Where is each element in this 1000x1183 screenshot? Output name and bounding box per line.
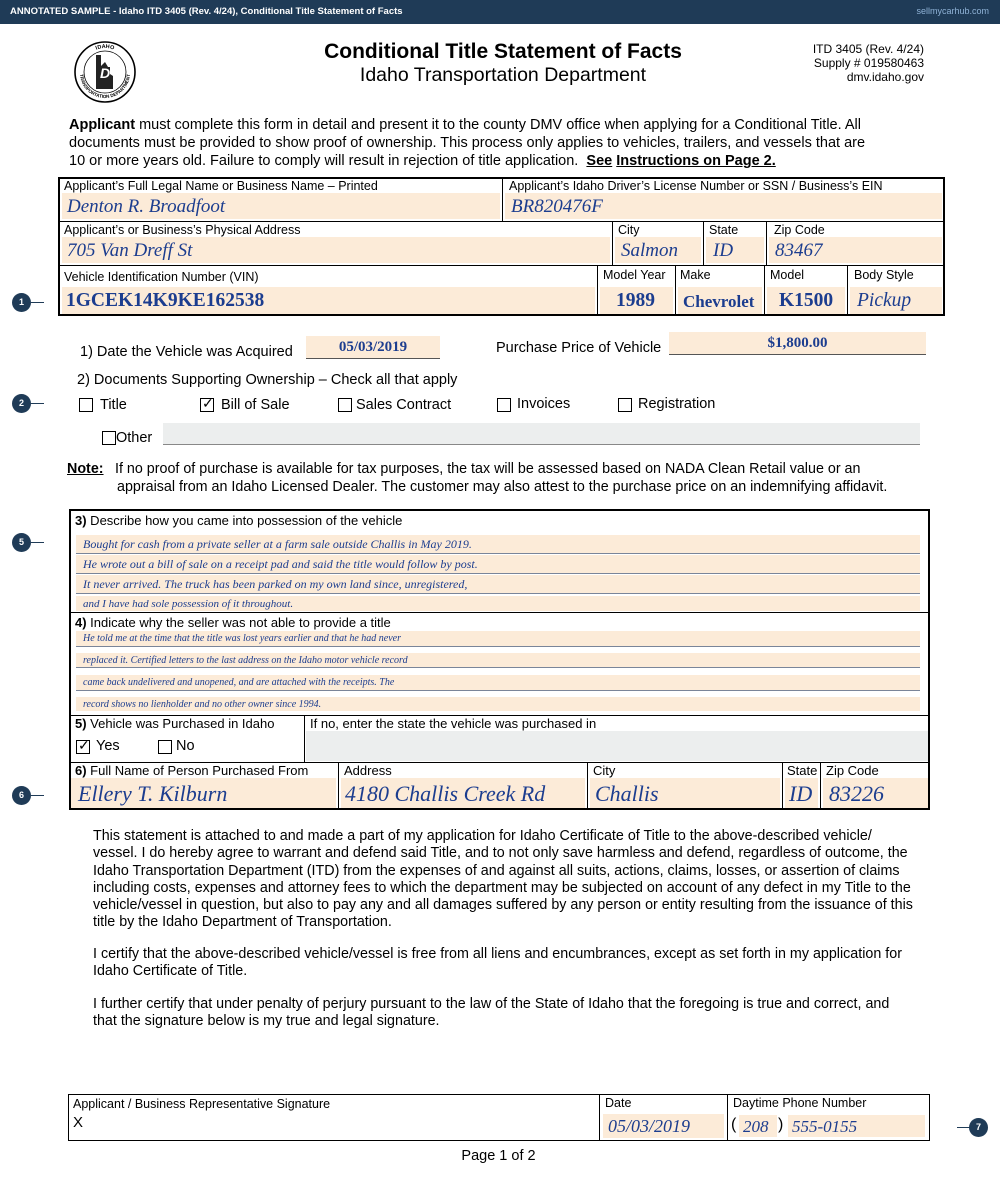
- divider: [766, 222, 767, 265]
- city-label: City: [618, 223, 640, 237]
- annotation-marker-5[interactable]: 5: [12, 533, 31, 552]
- sales-contract-checkbox[interactable]: [338, 398, 352, 412]
- purchased-idaho-no-checkbox[interactable]: [158, 740, 172, 754]
- divider: [59, 221, 944, 222]
- phone-number-value: 555-0155: [792, 1117, 858, 1136]
- divider: [304, 716, 305, 762]
- possession-label: [75, 513, 402, 528]
- seller-number: 6): [75, 763, 87, 778]
- bill-of-sale-option-label: Bill of Sale: [221, 397, 290, 413]
- statement-warranty-text: This statement is attached to and made a part of my application for Idaho Certificate of Title to the above-described vehicle/ vessel. I do hereby agree to warrant and defend said Title, and to not only save harmless and defend, regardless of outcome, the Idaho Transportation Department (ITD) from the expenses of and against all suits, actions, claims, losses, or assertion of claims including costs, expenses and attorney fees to which the department may be subjected on account of any defect in my Title to the vehicle/vessel in question, but also to pay any and all damages suffered by any person or entity resulting from the issuance of this title by the Idaho Department of Transportation.: [93, 828, 913, 931]
- intro-paragraph: [69, 116, 884, 170]
- seller-name-label: [75, 763, 308, 778]
- model-value: K1500: [779, 290, 834, 311]
- seller-zip-label: Zip Code: [826, 763, 879, 778]
- seller-address-field[interactable]: [341, 778, 585, 808]
- model-field[interactable]: [767, 287, 845, 314]
- seal-bottom-text: TRANSPORTATION DEPARTMENT: [78, 73, 132, 100]
- seller-city-label: City: [593, 763, 616, 778]
- date-acquired-label: 1) Date the Vehicle was Acquired: [80, 344, 293, 360]
- seal-top-text: IDAHO: [94, 43, 115, 52]
- model-year-field[interactable]: [600, 287, 673, 314]
- no-title-number: 4): [75, 615, 87, 630]
- make-field[interactable]: [678, 287, 762, 314]
- note-line-2: appraisal from an Idaho Licensed Dealer. The customer may also attest to the purchase price on an indemnifying affidavit.: [117, 479, 888, 495]
- checkmark-icon: ✓: [78, 737, 90, 753]
- divider: [59, 265, 944, 266]
- statement-perjury: [93, 996, 913, 1031]
- possession-line-1[interactable]: [76, 535, 920, 554]
- form-title: Conditional Title Statement of Facts: [324, 40, 682, 63]
- divider: [599, 1095, 600, 1140]
- divider: [70, 612, 929, 613]
- license-label: Applicant’s Idaho Driver’s License Number or SSN / Business’s EIN: [509, 179, 883, 193]
- intro-text: must complete this form in detail and present it to the county DMV office when applying for a Conditional Title. All documents must be provided to show proof of ownership. This process only applies to vehicles, trailers, and vessels that are 10 or more years old. Failure to comply will result in rejection of title application.: [69, 117, 866, 169]
- address-label: Applicant’s or Business’s Physical Address: [64, 223, 301, 237]
- possession-line-1-text: Bought for cash from a private seller at a farm sale outside Challis in May 2019.: [83, 537, 472, 551]
- signature-date-field[interactable]: [603, 1114, 724, 1138]
- banner-title: ANNOTATED SAMPLE - Idaho ITD 3405 (Rev. 4/24), Conditional Title Statement of Facts: [10, 6, 403, 17]
- area-close-paren: ): [778, 1116, 784, 1133]
- no-title-label: [75, 615, 391, 630]
- seller-address-value: 4180 Challis Creek Rd: [345, 781, 546, 806]
- statement-warranty: [93, 828, 913, 932]
- vin-label: Vehicle Identification Number (VIN): [64, 270, 259, 284]
- annotation-marker-6[interactable]: 6: [12, 786, 31, 805]
- city-value: Salmon: [621, 240, 678, 261]
- intro-bold: Applicant: [69, 117, 136, 133]
- purchased-idaho-number: 5): [75, 716, 87, 731]
- area-code-value: 208: [743, 1117, 769, 1136]
- no-title-line-3[interactable]: [76, 675, 920, 691]
- registration-option-label: Registration: [638, 396, 716, 412]
- vin-value: 1GCEK14K9KE162538: [66, 290, 265, 311]
- other-description-field[interactable]: [163, 423, 920, 445]
- seller-address-label: Address: [344, 763, 392, 778]
- annotation-marker-2[interactable]: 2: [12, 394, 31, 413]
- model-label: Model: [770, 268, 805, 282]
- divider: [587, 763, 588, 809]
- divider: [612, 222, 613, 265]
- instructions-link[interactable]: Instructions on Page 2.: [616, 153, 776, 169]
- page-number: Page 1 of 2: [461, 1148, 536, 1164]
- note-label: Note:: [67, 461, 104, 477]
- statement-perjury-text: I further certify that under penalty of perjury pursuant to the law of the State of Idaho that the foregoing is true and correct, and that the signature below is my true and legal signature.: [93, 996, 890, 1030]
- model-year-label: Model Year: [603, 268, 666, 282]
- signature-label: Applicant / Business Representative Signature: [73, 1097, 331, 1111]
- seller-zip-value: 83226: [829, 781, 884, 806]
- divider: [820, 763, 821, 809]
- divider: [502, 178, 503, 221]
- possession-line-3[interactable]: [76, 575, 920, 594]
- no-title-line-1-text: He told me at the time that the title was lost years earlier and that he had never: [83, 633, 402, 644]
- address-value: 705 Van Dreff St: [67, 240, 193, 261]
- state-label: State: [709, 223, 739, 237]
- signature-x: X: [73, 1114, 84, 1131]
- website: dmv.idaho.gov: [846, 70, 924, 84]
- possession-line-4[interactable]: [76, 596, 920, 611]
- address-field[interactable]: [62, 237, 610, 263]
- sales-contract-option-label: Sales Contract: [356, 397, 452, 413]
- state-value: ID: [713, 240, 734, 261]
- possession-number: 3): [75, 513, 87, 528]
- invoices-option-label: Invoices: [517, 396, 571, 412]
- divider: [675, 266, 676, 315]
- marker-leader-line: [31, 403, 44, 404]
- no-title-line-2[interactable]: [76, 653, 920, 668]
- possession-line-2-text: He wrote out a bill of sale on a receipt pad and said the title would follow by post.: [83, 557, 478, 571]
- divider: [727, 1095, 728, 1140]
- purchased-idaho-yes-label: Yes: [96, 738, 120, 754]
- annotation-marker-7[interactable]: 7: [969, 1118, 988, 1137]
- annotation-banner: [0, 0, 1000, 24]
- banner-site-link[interactable]: sellmycarhub.com: [916, 6, 989, 16]
- seller-city-field[interactable]: [590, 778, 780, 808]
- statement-liens: [93, 946, 913, 981]
- date-acquired-value: 05/03/2019: [338, 339, 408, 355]
- no-title-line-1[interactable]: [76, 631, 920, 647]
- supply-number: Supply # 019580463: [813, 56, 924, 70]
- divider: [703, 222, 704, 265]
- purchased-idaho-label-text: Vehicle was Purchased in Idaho: [86, 716, 275, 731]
- divider: [847, 266, 848, 315]
- statement-liens-text: I certify that the above-described vehicle/vessel is free from all liens and encumbrances, except as set forth in my application for Idaho Certificate of Title.: [93, 946, 902, 980]
- seller-state-value: ID: [789, 781, 813, 806]
- make-label: Make: [680, 268, 711, 282]
- no-title-line-4-text: record shows no lienholder and no other owner since 1994.: [83, 699, 322, 710]
- bill-of-sale-checkbox[interactable]: [200, 395, 214, 412]
- marker-leader-line: [31, 795, 44, 796]
- body-style-label: Body Style: [854, 268, 914, 282]
- marker-leader-line: [31, 542, 44, 543]
- signature-date-value: 05/03/2019: [608, 1116, 691, 1136]
- applicant-name-label: Applicant’s Full Legal Name or Business Name – Printed: [64, 179, 378, 193]
- form-subtitle: Idaho Transportation Department: [359, 64, 647, 86]
- purchased-idaho-yes-checkbox[interactable]: [76, 737, 90, 754]
- purchase-price-field[interactable]: [669, 332, 926, 355]
- purchase-price-value: $1,800.00: [767, 335, 828, 351]
- divider: [597, 266, 598, 315]
- registration-checkbox[interactable]: [618, 398, 632, 412]
- purchase-state-label: If no, enter the state the vehicle was purchased in: [310, 716, 597, 731]
- zip-field[interactable]: [769, 237, 942, 263]
- divider: [782, 763, 783, 809]
- purchased-idaho-label: [75, 716, 274, 731]
- itd-seal-logo: [72, 40, 138, 104]
- zip-value: 83467: [775, 240, 823, 261]
- no-title-label-text: Indicate why the seller was not able to provide a title: [86, 615, 391, 630]
- phone-label: Daytime Phone Number: [733, 1096, 867, 1110]
- body-style-value: Pickup: [857, 290, 912, 311]
- seller-label-text: Full Name of Person Purchased From: [86, 763, 309, 778]
- other-option-label: Other: [116, 430, 153, 446]
- city-field[interactable]: [615, 237, 701, 263]
- license-field[interactable]: [505, 193, 942, 219]
- seller-zip-field[interactable]: [823, 778, 928, 808]
- seller-state-label: State: [787, 763, 818, 778]
- title-checkbox[interactable]: [79, 398, 93, 412]
- purchase-state-field[interactable]: [306, 731, 928, 761]
- possession-line-4-text: and I have had sole possession of it throughout.: [83, 598, 294, 610]
- seller-name-value: Ellery T. Kilburn: [78, 781, 228, 806]
- no-title-line-3-text: came back undelivered and unopened, and are attached with the receipts. The: [83, 677, 395, 688]
- signature-field[interactable]: [86, 1112, 594, 1136]
- license-value: BR820476F: [511, 196, 603, 217]
- purchased-idaho-no-label: No: [176, 738, 195, 754]
- seller-name-field[interactable]: [71, 778, 336, 808]
- no-title-line-4[interactable]: [76, 697, 920, 711]
- model-year-value: 1989: [616, 290, 655, 311]
- zip-label: Zip Code: [774, 223, 825, 237]
- state-field[interactable]: [706, 237, 764, 263]
- svg-text:D: D: [99, 65, 111, 81]
- annotation-marker-1[interactable]: 1: [12, 293, 31, 312]
- area-code-field[interactable]: [739, 1115, 777, 1137]
- signature-date-label: Date: [605, 1096, 632, 1110]
- divider: [338, 763, 339, 809]
- seller-state-field[interactable]: [785, 778, 818, 808]
- form-number: ITD 3405 (Rev. 4/24): [812, 42, 924, 56]
- documents-label: 2) Documents Supporting Ownership – Check all that apply: [77, 372, 458, 388]
- intro-see: See: [586, 153, 613, 169]
- purchase-price-label: Purchase Price of Vehicle: [496, 340, 662, 356]
- form-info: [813, 42, 924, 84]
- seller-city-value: Challis: [595, 781, 659, 806]
- no-title-line-2-text: replaced it. Certified letters to the last address on the Idaho motor vehicle record: [83, 655, 408, 666]
- body-style-field[interactable]: [850, 287, 942, 314]
- phone-number-field[interactable]: [788, 1115, 925, 1137]
- make-value: Chevrolet: [683, 292, 755, 311]
- possession-label-text: Describe how you came into possession of the vehicle: [86, 513, 403, 528]
- other-checkbox[interactable]: [102, 431, 116, 445]
- area-open-paren: (: [731, 1116, 737, 1133]
- applicant-name-field[interactable]: [62, 193, 500, 219]
- divider: [764, 266, 765, 315]
- applicant-name-value: Denton R. Broadfoot: [67, 196, 226, 217]
- title-option-label: Title: [100, 397, 127, 413]
- vin-field[interactable]: [62, 287, 595, 314]
- note-line-1: If no proof of purchase is available for tax purposes, the tax will be assessed based on NADA Clean Retail value or an: [115, 461, 861, 477]
- possession-line-3-text: It never arrived. The truck has been parked on my own land since, unregistered,: [83, 577, 468, 591]
- marker-leader-line: [31, 302, 44, 303]
- invoices-checkbox[interactable]: [497, 398, 511, 412]
- checkmark-icon: ✓: [202, 395, 214, 411]
- possession-line-2[interactable]: [76, 555, 920, 574]
- date-acquired-field[interactable]: [306, 336, 440, 359]
